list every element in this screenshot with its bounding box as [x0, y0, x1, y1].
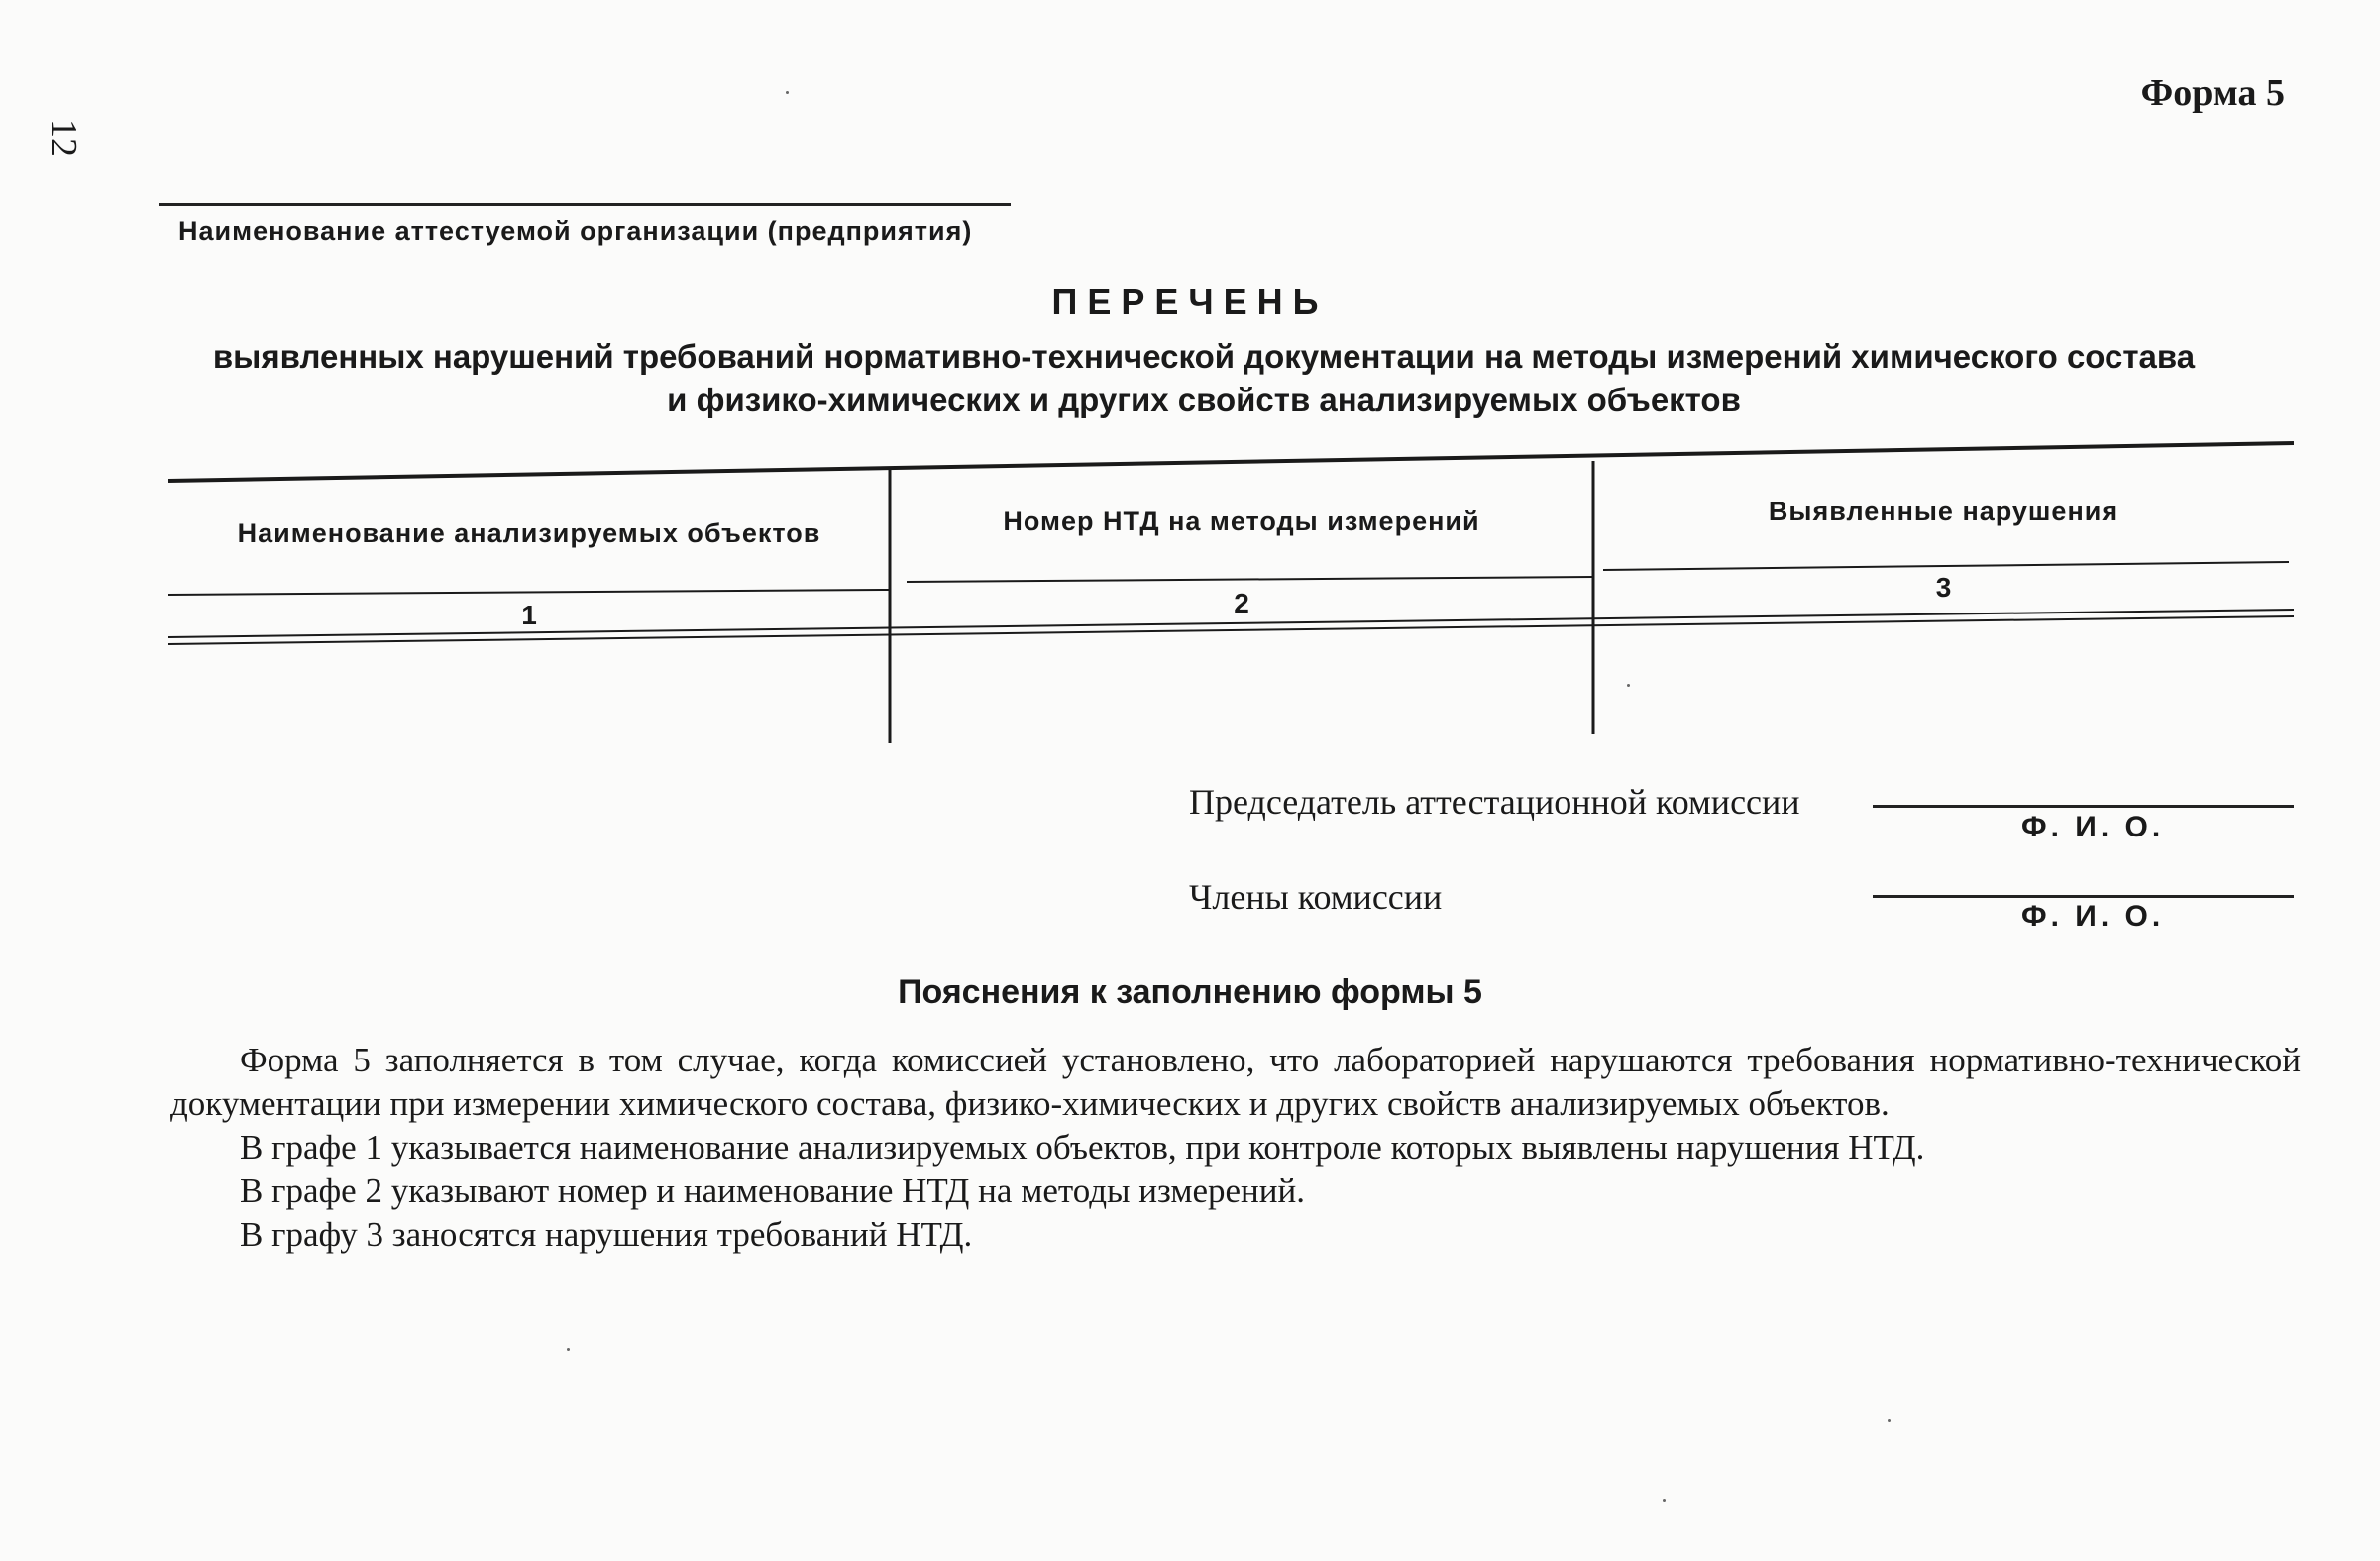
scan-speck — [786, 91, 789, 94]
number-row-rule-3 — [1603, 562, 2289, 570]
scan-speck — [1888, 1419, 1891, 1422]
document-title: ПЕРЕЧЕНЬ — [1051, 281, 1329, 322]
subtitle-line-2: и физико-химических и других свойств анализируемых объектов — [667, 382, 1741, 418]
organization-name-line — [159, 203, 1011, 206]
chairman-signature-line — [1873, 805, 2294, 808]
document-subtitle — [198, 335, 2210, 422]
notes-title: Пояснения к заполнению формы 5 — [898, 973, 1482, 1011]
column-number-3: 3 — [1935, 572, 1952, 603]
column-header-1: Наименование анализируемых объектов — [237, 518, 821, 548]
subtitle-line-1: выявленных нарушений требований нормативно-технической документации на методы измерений химического состава — [212, 338, 2196, 375]
note-paragraph-2: В графе 1 указывается наименование анализируемых объектов, при контроле которых выявлены нарушения НТД. — [240, 1128, 1925, 1167]
column-header-2: Номер НТД на методы измерений — [1003, 506, 1480, 536]
scan-speck — [1627, 684, 1630, 687]
members-signature-line — [1873, 895, 2294, 898]
violations-table — [168, 441, 2294, 748]
column-header-3: Выявленные нарушения — [1768, 497, 2119, 526]
chairman-label: Председатель аттестационной комиссии — [1189, 782, 1800, 822]
note-paragraph-3: В графе 2 указывают номер и наименование НТД на методы измерений. — [240, 1171, 1306, 1210]
members-fio-caption: Ф. И. О. — [2021, 900, 2165, 933]
form-label: Форма 5 — [2140, 72, 2285, 114]
organization-caption: Наименование аттестуемой организации (предприятия) — [178, 216, 973, 246]
note-paragraph-1: Форма 5 заполняется в том случае, когда комиссией установлено, что лабораторией нарушаются требования нормативно-технической документации при измерении химического состава, физико-химических и других свойств анализируемых объектов. — [170, 1041, 2301, 1123]
notes-body — [170, 1039, 2301, 1257]
column-number-1: 1 — [521, 600, 537, 630]
scan-speck — [567, 1348, 570, 1351]
number-row-rule-1 — [168, 590, 890, 595]
column-number-2: 2 — [1234, 588, 1249, 618]
table-top-rule — [168, 443, 2294, 481]
page-number: 12 — [43, 119, 84, 157]
members-label: Члены комиссии — [1189, 877, 1443, 917]
chairman-fio-caption: Ф. И. О. — [2021, 811, 2165, 843]
number-row-rule-2 — [907, 577, 1593, 582]
scan-speck — [1663, 1499, 1666, 1502]
note-paragraph-4: В графу 3 заносятся нарушения требований НТД. — [240, 1215, 973, 1254]
